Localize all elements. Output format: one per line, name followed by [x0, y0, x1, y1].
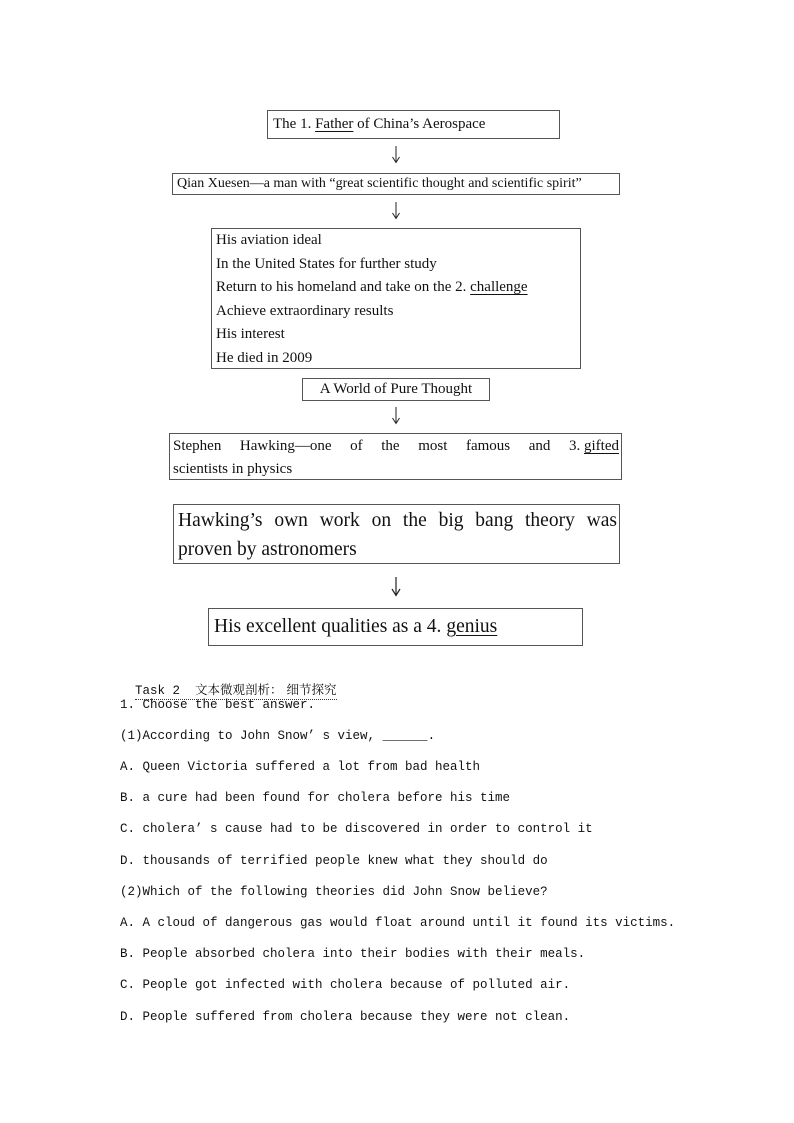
down-arrow-icon [390, 146, 402, 164]
down-arrow-icon [390, 407, 402, 425]
question-1-option-b: B. a cure had been found for cholera before his time [120, 791, 511, 805]
flow-box-big-bang [173, 504, 620, 564]
flow-box-father [267, 110, 560, 139]
answer-genius: genius [446, 616, 498, 637]
life-item-return-pre: Return to his homeland and take on the 2. [216, 279, 471, 295]
question-1-option-d: D. thousands of terrified people knew what they should do [120, 854, 548, 868]
answer-gifted: gifted [584, 438, 619, 454]
task-heading [120, 666, 337, 698]
life-item-return [216, 276, 580, 300]
big-bang-line-2: proven by astronomers [178, 539, 357, 560]
flow-box-father-pre: The 1. [273, 116, 316, 132]
qian-xuesen-text: Qian Xuesen—a man with “great scientific thought and scientific spirit” [177, 176, 582, 191]
hawking-line-2: scientists in physics [173, 461, 293, 477]
down-arrow-icon [390, 202, 402, 220]
question-1-stem: (1)According to John Snow’ s view, ______. [120, 729, 436, 743]
instruction: 1. Choose the best answer. [120, 698, 316, 712]
genius-pre: His excellent qualities as a 4. [214, 616, 447, 637]
task-heading-cn: 文本微观剖析： 细节探究 [195, 682, 337, 697]
task-heading-prefix: Task 2 [135, 684, 196, 698]
hawking-line-1: Stephen Hawking—one of the most famous and 3. gifted [173, 438, 619, 454]
question-1-option-a: A. Queen Victoria suffered a lot from bad health [120, 760, 481, 774]
flow-box-stephen-hawking [169, 433, 622, 480]
flow-box-qian-life [211, 228, 581, 369]
flow-box-genius [208, 608, 583, 646]
life-item-died: He died in 2009 [216, 349, 313, 366]
flow-box-qian-xuesen [172, 173, 620, 195]
flow-box-father-post: of China’s Aerospace [353, 116, 486, 132]
question-2-option-c: C. People got infected with cholera because of polluted air. [120, 978, 571, 992]
question-2-option-d: D. People suffered from cholera because they were not clean. [120, 1010, 571, 1024]
question-2-stem: (2)Which of the following theories did John Snow believe? [120, 885, 548, 899]
answer-father: Father [315, 116, 354, 132]
question-2-option-a: A. A cloud of dangerous gas would float around until it found its victims. [120, 916, 676, 930]
down-arrow-icon [390, 577, 402, 597]
world-of-pure-thought-text: A World of Pure Thought [319, 381, 473, 397]
life-item-united-states: In the United States for further study [216, 255, 437, 272]
life-item-aviation: His aviation ideal [216, 232, 322, 248]
flow-box-world-of-pure-thought [302, 378, 490, 401]
big-bang-line-1: Hawking’s own work on the big bang theory was [178, 510, 617, 531]
life-item-results: Achieve extraordinary results [216, 302, 394, 319]
life-item-interest: His interest [216, 326, 285, 342]
answer-blank: ______ [382, 729, 428, 743]
answer-challenge: challenge [470, 279, 528, 295]
question-2-option-b: B. People absorbed cholera into their bodies with their meals. [120, 947, 586, 961]
question-1-option-c: C. cholera’ s cause had to be discovered in order to control it [120, 822, 593, 836]
